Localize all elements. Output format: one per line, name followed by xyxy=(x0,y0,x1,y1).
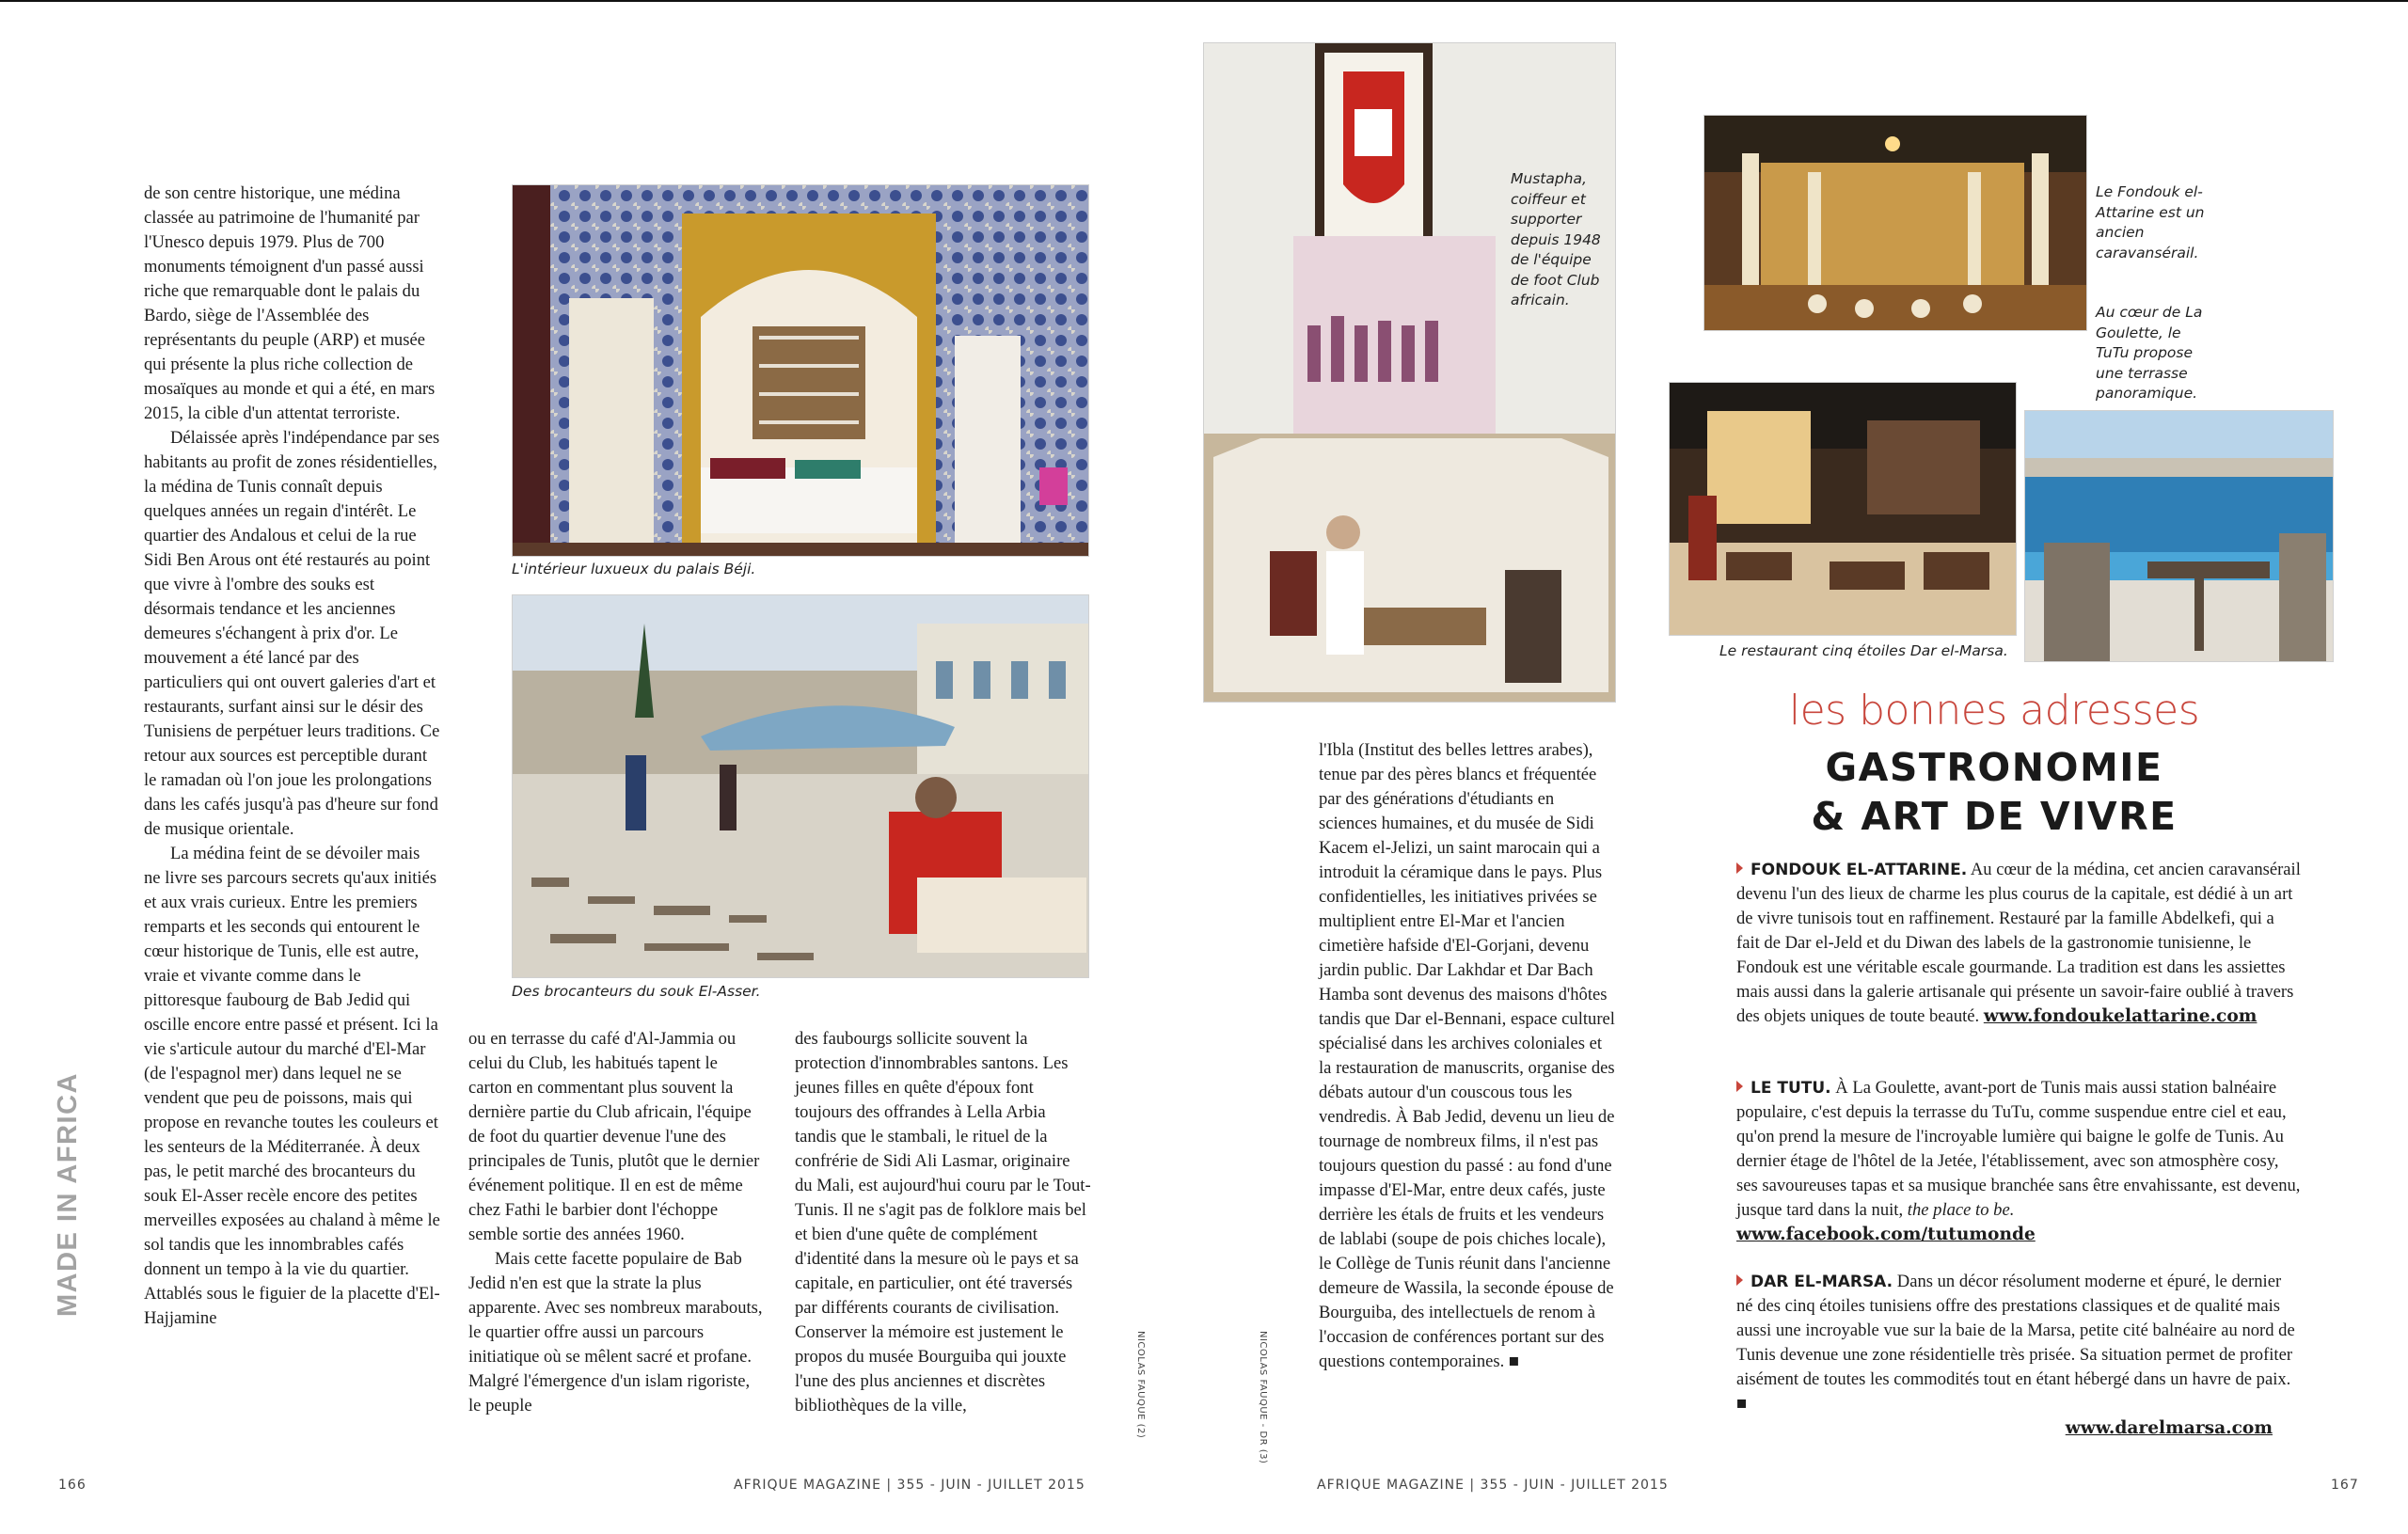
article-column-2 xyxy=(468,1027,765,1418)
address-italic: the place to be. xyxy=(1907,1200,2015,1220)
address-link[interactable]: www.darelmarsa.com xyxy=(2065,1418,2273,1438)
address-entry xyxy=(1736,858,2301,1029)
top-rule xyxy=(0,0,2408,2)
article-column-1 xyxy=(144,182,440,1331)
bullet-triangle-icon xyxy=(1736,862,1743,874)
paragraph: de son centre historique, une médina classée au patrimoine de l'humanité par l'Unesco depuis 1979. Plus de 700 monuments témoignent d'un passé aussi riche que remarquable dont le palais du Bardo, siège de l'Assemblée des représentants du peuple (ARP) et musée qui présente la plus riche collection de mosaïques au monde et qui a été, en mars 2015, la cible d'un attentat terroriste. xyxy=(144,183,436,423)
photo-caption: Mustapha, coiffeur et supporter depuis 1948 de l'équipe de foot Club africain. xyxy=(1511,170,1601,308)
paragraph: ou en terrasse du café d'Al-Jammia ou celui du Club, les habitués tapent le carton en commentant plus souvent la dernière partie du Club africain, l'équipe de foot du quartier devenue l'une des principales de Tunis, plutôt que le dernier événement politique. Il en est de même chez Fathi le barbier dont l'échoppe semble sortie des années 1960. xyxy=(468,1029,760,1244)
address-link[interactable]: www.facebook.com/tutumonde xyxy=(1736,1225,2036,1244)
paragraph: Mais cette facette populaire de Bab Jedid n'en est que la strate la plus apparente. Avec ses nombreux marabouts, le quartier offre aussi un parcours initiatique où se mêlent sacré et profane. Malgré l'émergence d'un islam rigoriste, le peuple xyxy=(468,1249,763,1415)
article-column-3 xyxy=(795,1027,1091,1418)
address-text: Dans un décor résolument moderne et épuré, le dernier né des cinq étoiles tunisiens offre des prestations classiques et de qualité mais aussi une incroyable vue sur la baie de la Marsa, petite cité balnéaire au nord de Tunis devenue une zone résidentielle très prisée. Sa situation permet de profiter aisément de toutes les commodités tout en étant hébergé dans un havre de paix. ■ xyxy=(1736,1272,2295,1414)
paragraph: des faubourgs sollicite souvent la protection d'innombrables santons. Les jeunes filles en quête d'époux font toujours des offrandes à Lella Arbia tandis que le stambali, le rituel de la confrérie de Sidi Ali Lasmar, originaire du Mali, est aujourd'hui couru par le Tout-Tunis. Il ne s'agit pas de folklore mais bel et bien d'une quête de complément d'identité dans la mesure où le pays et sa capitale, en particulier, ont été traversés par différents courants de civilisation. Conserver la mémoire est justement le propos du musée Bourguiba qui jouxte l'une des plus anciennes et discrètes bibliothèques de la ville, xyxy=(795,1029,1091,1415)
address-text: À La Goulette, avant-port de Tunis mais aussi station balnéaire populaire, c'est depuis la terrasse du TuTu, comme suspendue entre ciel et eau, qu'on prend la mesure de l'incroyable lumière qui baigne le golfe de Tunis. Au dernier étage de l'hôtel de la Jetée, l'établissement, avec son atmosphère cosy, ses savoureuses tapas et sa musique branchée sans être envahissante, est devenu, jusque tard dans la nuit, xyxy=(1736,1078,2301,1220)
section-title: & ART DE VIVRE xyxy=(1811,794,2178,839)
article-column-4 xyxy=(1319,738,1616,1374)
photo-caption: Le Fondouk el-Attarine est un ancien caravansérail. xyxy=(2096,183,2205,261)
paragraph: l'Ibla (Institut des belles lettres arabes), tenue par des pères blancs et fréquentée par des générations d'étudiants en sciences humaines, et du musée de Sidi Kacem el-Jelizi, un saint marocain qui a introduit la céramique dans le pays. Plus confidentielles, les initiatives privées se multiplient entre El-Mar et l'ancien cimetière hafside d'El-Gorjani, devenu jardin public. Dar Lakhdar et Dar Bach Hamba sont devenus des maisons d'hôtes tandis que Dar el-Bennani, espace culturel spécialisé dans les archives coloniales et la restauration de manuscrits, organise des débats autour d'un couscous tous les vendredis. À Bab Jedid, devenu un lieu de tournage de nombreux films, il n'est pas toujours question du passé : au fond d'une impasse d'El-Mar, entre deux cafés, juste derrière les étals de fruits et les vendeurs de lablabi (soupe de pois chiches locale), le Collège de Tunis réunit dans l'ancienne demeure de Wassila, la seconde épouse de Bourguiba, des intellectuels de renom à l'occasion de conférences portant sur des questions contemporaines. ■ xyxy=(1319,740,1615,1371)
address-name: DAR EL-MARSA. xyxy=(1751,1273,1893,1291)
section-heading: les bonnes adresses xyxy=(1788,687,2200,735)
souk-market-photo xyxy=(512,594,1089,978)
photo-caption: Au cœur de La Goulette, le TuTu propose une terrasse panoramique. xyxy=(2096,304,2203,402)
address-name: FONDOUK EL-ATTARINE. xyxy=(1751,861,1968,879)
page-number: 166 xyxy=(58,1478,87,1493)
address-text: Au cœur de la médina, cet ancien caravansérail devenu l'un des lieux de charme les plus courus de la capitale, est dédié à un art de vivre tunisois tout en raffinement. Restauré par la famille Abdelkefi, qui a fait de Dar el-Jeld et du Diwan des labels de la gastronomie tunisienne, le Fondouk est une véritable escale gourmande. La tradition est dans les assiettes mais aussi dans la galerie artisanale qui présente un savoir-faire oublié à travers des objets uniques de toute beauté. xyxy=(1736,860,2301,1026)
address-name: LE TUTU. xyxy=(1751,1079,1831,1098)
paragraph: La médina feint de se dévoiler mais ne livre ses parcours secrets qu'aux initiés et aux vrais curieux. Entre les premiers remparts et les seconds qui entourent le cœur historique de Tunis, elle est autre, vraie et vivante comme dans le pittoresque faubourg de Bab Jedid qui oscille encore entre passé et présent. Ici la vie s'articule autour du marché d'El-Mar (de l'espagnol mer) dans lequel ne se vendent que peu de poissons, mais qui propose en revanche toutes les couleurs et les senteurs de la Méditerranée. À deux pas, le petit marché des brocanteurs du souk El-Asser recèle encore des petites merveilles exposées au chaland à même le sol tandis que les innombrables cafés donnent un tempo à la vie du quartier. Attablés sous le figuier de la placette d'El-Hajjamine xyxy=(144,844,440,1328)
photo-credit: NICOLAS FAUQUE - DR (3) xyxy=(1258,1331,1268,1464)
address-entry xyxy=(1736,1076,2301,1247)
bullet-triangle-icon xyxy=(1736,1274,1743,1286)
paragraph: Délaissée après l'indépendance par ses habitants au profit de zones résidentielles, la médina de Tunis connaît depuis quelques années un regain d'intérêt. Le quartier des Andalous et celui de la rue Sidi Ben Arous ont été restaurés au point que vivre à l'ombre des souks est désormais tendance et les anciennes demeures s'échangent à prix d'or. Le mouvement a été lancé par des particuliers qui ont ouvert galeries d'art et restaurants, surfant ainsi sur le désir des Tunisiens de perpétuer leurs traditions. Ce retour aux sources est perceptible durant le ramadan où l'on joue les prolongations dans les cafés jusqu'à pas d'heure sur fond de musique orientale. xyxy=(144,428,440,839)
address-link[interactable]: www.fondoukelattarine.com xyxy=(1983,1006,2258,1026)
photo-credit: NICOLAS FAUQUE (2) xyxy=(1135,1331,1146,1439)
restaurant-interior-photo xyxy=(1669,382,2017,636)
fondouk-courtyard-photo xyxy=(1703,115,2087,331)
footer-magazine: AFRIQUE MAGAZINE | 355 - JUIN - JUILLET 2015 xyxy=(734,1478,1085,1493)
section-title-vertical: MADE IN AFRICA xyxy=(53,1072,83,1317)
bullet-triangle-icon xyxy=(1736,1081,1743,1092)
sea-terrace-photo xyxy=(2024,410,2334,662)
footer-magazine: AFRIQUE MAGAZINE | 355 - JUIN - JUILLET 2015 xyxy=(1317,1478,1669,1493)
page-number: 167 xyxy=(2331,1478,2359,1493)
photo-caption: Le restaurant cinq étoiles Dar el-Marsa. xyxy=(1719,642,2008,659)
photo-caption: L'intérieur luxueux du palais Béji. xyxy=(512,561,756,577)
photo-caption: Des brocanteurs du souk El-Asser. xyxy=(512,983,761,1000)
palace-interior-photo xyxy=(512,184,1089,557)
section-title: GASTRONOMIE xyxy=(1825,745,2163,790)
barber-shop-photo xyxy=(1203,42,1616,703)
address-entry xyxy=(1736,1270,2301,1441)
